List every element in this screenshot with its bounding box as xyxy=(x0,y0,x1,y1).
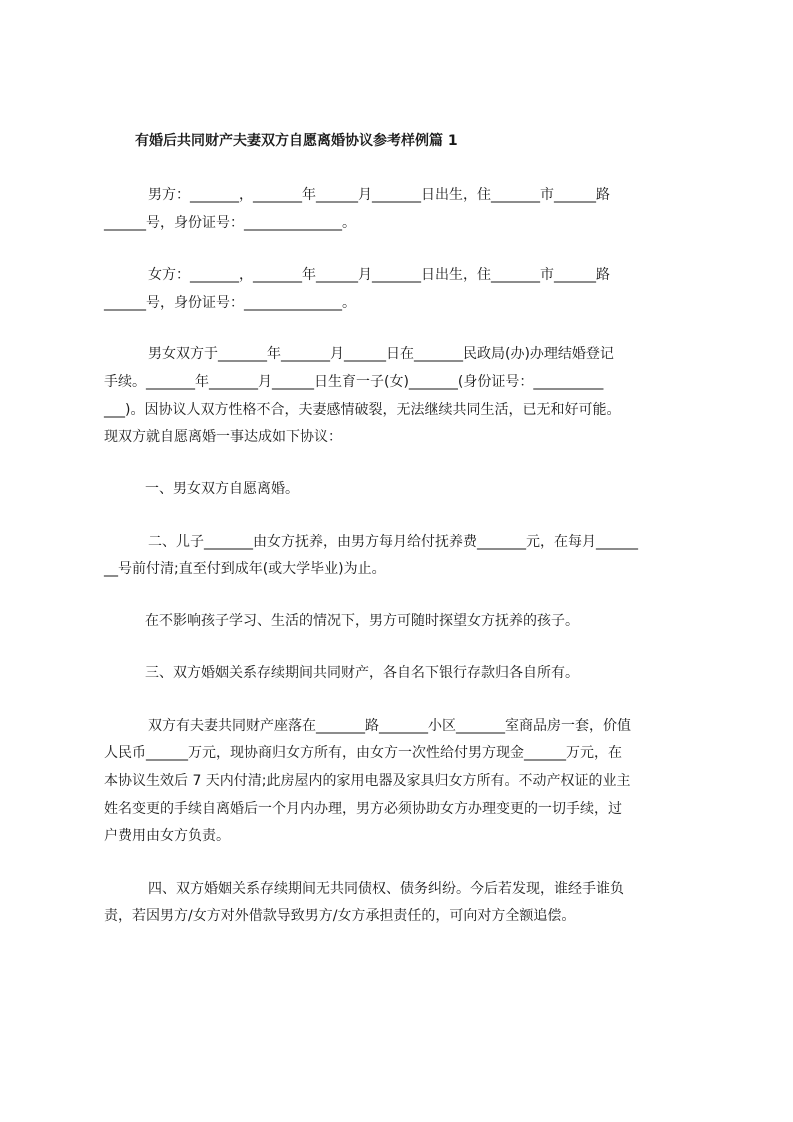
paragraph-line: 手续。_______年_______月______日生育一子(女)_______(身份证号：__________ xyxy=(104,374,604,390)
paragraph-line: ______号，身份证号：______________。 xyxy=(104,215,356,231)
paragraph-line: 现双方就自愿离婚一事达成如下协议： xyxy=(104,429,342,445)
document-title: 有婚后共同财产夫妻双方自愿离婚协议参考样例篇 1 xyxy=(135,133,458,149)
paragraph-line: 男方：_______，_______年______月_______日出生，住_______市______路 xyxy=(148,187,610,203)
paragraph-line: 户费用由女方负责。 xyxy=(104,828,230,844)
paragraph-line: 姓名变更的手续自离婚后一个月内办理，男方必须协助女方办理变更的一切手续，过 xyxy=(104,801,622,817)
paragraph-line: 女方：_______，_______年______月_______日出生，住_______市______路 xyxy=(148,267,610,283)
paragraph-line: 人民币______万元，现协商归女方所有，由女方一次性给付男方现金______万元，在 xyxy=(104,745,622,761)
paragraph-line: __号前付清;直至付到成年(或大学毕业)为止。 xyxy=(104,561,386,577)
paragraph-line: 责，若因男方/女方对外借款导致男方/女方承担责任的，可向对方全额追偿。 xyxy=(104,908,576,924)
paragraph-line: ______号，身份证号：______________。 xyxy=(104,295,356,311)
paragraph-line: 二、儿子_______由女方抚养，由男方每月给付抚养费_______元，在每月______ xyxy=(148,534,638,550)
paragraph-line: 双方有夫妻共同财产座落在_______路_______小区_______室商品房一套，价值 xyxy=(148,718,631,734)
paragraph-line: 在不影响孩子学习、生活的情况下，男方可随时探望女方抚养的孩子。 xyxy=(145,613,579,629)
paragraph-line: ___)。因协议人双方性格不合，夫妻感情破裂，无法继续共同生活，已无和好可能。 xyxy=(104,402,621,418)
paragraph-line: 三、双方婚姻关系存续期间共同财产，各自名下银行存款归各自所有。 xyxy=(145,665,579,681)
paragraph-line: 本协议生效后 7 天内付清;此房屋内的家用电器及家具归女方所有。不动产权证的业主 xyxy=(104,773,631,789)
paragraph-line: 一、男女双方自愿离婚。 xyxy=(145,481,299,497)
paragraph-line: 男女双方于_______年_______月______日在_______民政局(办)办理结婚登记 xyxy=(148,346,614,362)
paragraph-line: 四、双方婚姻关系存续期间无共同债权、债务纠纷。今后若发现，谁经手谁负 xyxy=(148,881,624,897)
